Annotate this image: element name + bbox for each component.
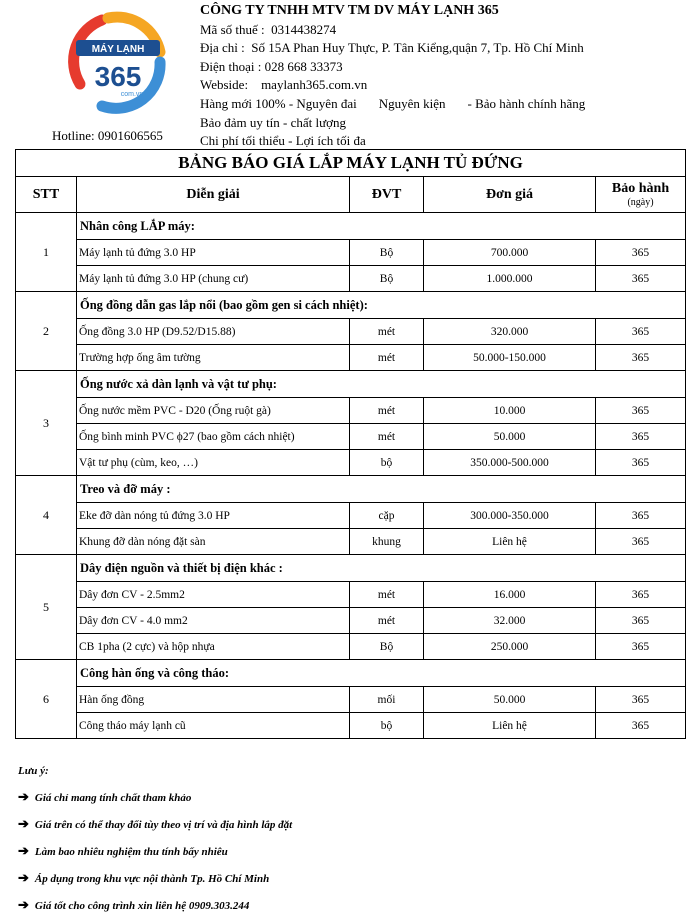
group-stt: 5 xyxy=(16,555,77,660)
header-stt: STT xyxy=(16,177,77,213)
item-unit: Bộ xyxy=(350,240,424,266)
item-warranty: 365 xyxy=(596,424,686,450)
table-row xyxy=(16,266,686,292)
logo-domain: com.vn xyxy=(120,91,144,98)
tagline-2: Bảo đảm uy tín - chất lượng xyxy=(200,114,347,130)
address-label: Địa chỉ xyxy=(200,40,238,56)
item-unit: mối xyxy=(350,687,424,713)
price-table xyxy=(15,149,686,739)
table-row xyxy=(16,634,686,660)
note-item xyxy=(18,811,292,838)
item-price: 16.000 xyxy=(424,582,596,608)
item-unit: Bộ xyxy=(350,634,424,660)
note-text: Làm bao nhiêu nghiệm thu tính bấy nhiêu xyxy=(34,846,228,858)
item-price: 350.000-500.000 xyxy=(424,450,596,476)
tax-label: Mã số thuế xyxy=(200,21,258,37)
item-warranty: 365 xyxy=(596,345,686,371)
group-stt: 6 xyxy=(16,660,77,739)
arrow-icon: ➔ xyxy=(18,789,29,804)
item-warranty: 365 xyxy=(596,634,686,660)
table-row xyxy=(16,713,686,739)
item-desc: Máy lạnh tủ đứng 3.0 HP xyxy=(77,240,350,266)
item-desc: Hàn ống đồng xyxy=(77,687,350,713)
table-row xyxy=(16,687,686,713)
item-price: Liên hệ xyxy=(424,713,596,739)
address-value: Số 15A Phan Huy Thực, P. Tân Kiểng,quận 7, Tp. Hồ Chí Minh xyxy=(251,40,584,56)
tagline-1-part-1: Hàng mới 100% - Nguyên đai xyxy=(200,95,357,111)
tagline-1-part-3: - Bảo hành chính hãng xyxy=(467,95,586,111)
group-heading: Dây điện nguồn và thiết bị điện khác : xyxy=(77,555,686,582)
item-warranty: 365 xyxy=(596,266,686,292)
item-warranty: 365 xyxy=(596,319,686,345)
item-price: 700.000 xyxy=(424,240,596,266)
item-price: 50.000 xyxy=(424,687,596,713)
item-price: 32.000 xyxy=(424,608,596,634)
item-warranty: 365 xyxy=(596,687,686,713)
group-heading: Ống nước xả dàn lạnh và vật tư phụ: xyxy=(77,371,686,398)
table-title: BẢNG BÁO GIÁ LẮP MÁY LẠNH TỦ ĐỨNG xyxy=(16,150,686,177)
table-row xyxy=(16,240,686,266)
note-text: Giá trên có thể thay đổi tùy theo vị trí và địa hình lắp đặt xyxy=(34,819,293,831)
table-row xyxy=(16,319,686,345)
item-price: 250.000 xyxy=(424,634,596,660)
note-text: Áp dụng trong khu vực nội thành Tp. Hồ Chí Minh xyxy=(34,873,270,885)
item-unit: Bộ xyxy=(350,266,424,292)
company-logo xyxy=(62,6,174,118)
group-heading: Công hàn ống và công tháo: xyxy=(77,660,686,687)
item-desc: Eke đỡ dàn nóng tủ đứng 3.0 HP xyxy=(77,503,350,529)
group-heading: Ống đồng dẫn gas lắp nổi (bao gồm gen si cách nhiệt): xyxy=(77,292,686,319)
tagline-1 xyxy=(200,95,690,114)
item-price: 50.000-150.000 xyxy=(424,345,596,371)
notes-list xyxy=(18,784,292,919)
table-row xyxy=(16,608,686,634)
item-warranty: 365 xyxy=(596,398,686,424)
group-heading-row xyxy=(16,555,686,582)
company-name: CÔNG TY TNHH MTV TM DV MÁY LẠNH 365 xyxy=(200,3,499,18)
arrow-icon: ➔ xyxy=(18,897,29,912)
item-desc: Ống đồng 3.0 HP (D9.52/D15.88) xyxy=(77,319,350,345)
note-item xyxy=(18,838,292,865)
item-price: 50.000 xyxy=(424,424,596,450)
note-text: Giá tốt cho công trình xin liên hệ 0909.303.244 xyxy=(34,900,250,912)
item-unit: mét xyxy=(350,345,424,371)
note-item xyxy=(18,784,292,811)
tagline-3: Chi phí tối thiểu - Lợi ích tối đa xyxy=(200,133,366,149)
website-link[interactable]: maylanh365.com.vn xyxy=(261,77,368,93)
item-unit: cặp xyxy=(350,503,424,529)
item-desc: CB 1pha (2 cực) và hộp nhựa xyxy=(77,634,350,660)
item-price: 320.000 xyxy=(424,319,596,345)
item-unit: bộ xyxy=(350,450,424,476)
tagline-1-part-2: Nguyên kiện xyxy=(378,95,446,111)
table-row xyxy=(16,503,686,529)
item-desc: Máy lạnh tủ đứng 3.0 HP (chung cư) xyxy=(77,266,350,292)
item-price: 1.000.000 xyxy=(424,266,596,292)
item-unit: khung xyxy=(350,529,424,555)
company-info xyxy=(200,2,690,151)
phone-label: Điện thoại xyxy=(200,58,255,74)
header-warranty-label: Bảo hành xyxy=(611,181,670,196)
item-warranty: 365 xyxy=(596,529,686,555)
logo-text: MÁY LẠNH xyxy=(91,44,145,55)
group-stt: 2 xyxy=(16,292,77,371)
item-price: Liên hệ xyxy=(424,529,596,555)
item-unit: bộ xyxy=(350,713,424,739)
item-warranty: 365 xyxy=(596,450,686,476)
group-heading: Nhân công LẮP máy: xyxy=(77,213,686,240)
item-price: 10.000 xyxy=(424,398,596,424)
header-price: Đơn giá xyxy=(424,177,596,213)
table-body xyxy=(16,213,686,739)
header-warranty xyxy=(596,177,686,213)
header-warranty-sub: (ngày) xyxy=(627,197,654,208)
item-desc: Ống bình minh PVC ϕ27 (bao gồm cách nhiệt) xyxy=(77,424,350,450)
arrow-icon: ➔ xyxy=(18,870,29,885)
item-warranty: 365 xyxy=(596,582,686,608)
header-desc: Diễn giải xyxy=(77,177,350,213)
notes-title: Lưu ý: xyxy=(18,765,49,777)
group-heading: Treo và đỡ máy : xyxy=(77,476,686,503)
arrow-icon: ➔ xyxy=(18,843,29,858)
table-row xyxy=(16,582,686,608)
item-unit: mét xyxy=(350,398,424,424)
hotline: Hotline: 0901606565 xyxy=(52,128,163,143)
item-desc: Dây đơn CV - 2.5mm2 xyxy=(77,582,350,608)
table-title-row xyxy=(16,150,686,177)
item-desc: Công tháo máy lạnh cũ xyxy=(77,713,350,739)
website-label: Webside: xyxy=(200,77,249,93)
table-row xyxy=(16,398,686,424)
group-heading-row xyxy=(16,213,686,240)
item-unit: mét xyxy=(350,319,424,345)
item-warranty: 365 xyxy=(596,713,686,739)
notes xyxy=(18,758,292,919)
tax-line: Mã số thuế : 0314438274 xyxy=(200,21,337,37)
phone-line: Điện thoại : 028 668 33373 xyxy=(200,58,343,74)
item-desc: Trường hợp ống âm tường xyxy=(77,345,350,371)
address-line: Địa chỉ : Số 15A Phan Huy Thực, P. Tân Kiểng,quận 7, Tp. Hồ Chí Minh xyxy=(200,40,584,56)
logo-number: 365 xyxy=(94,61,142,92)
group-stt: 3 xyxy=(16,371,77,476)
note-item xyxy=(18,865,292,892)
item-unit: mét xyxy=(350,582,424,608)
group-heading-row xyxy=(16,371,686,398)
item-warranty: 365 xyxy=(596,240,686,266)
note-text: Giá chỉ mang tính chất tham khảo xyxy=(34,792,192,804)
table-row xyxy=(16,450,686,476)
group-stt: 1 xyxy=(16,213,77,292)
item-warranty: 365 xyxy=(596,608,686,634)
item-warranty: 365 xyxy=(596,503,686,529)
header-unit: ĐVT xyxy=(350,177,424,213)
item-desc: Ống nước mềm PVC - D20 (Ống ruột gà) xyxy=(77,398,350,424)
item-desc: Dây đơn CV - 4.0 mm2 xyxy=(77,608,350,634)
item-unit: mét xyxy=(350,424,424,450)
arrow-icon: ➔ xyxy=(18,816,29,831)
group-heading-row xyxy=(16,660,686,687)
table-row xyxy=(16,424,686,450)
note-item xyxy=(18,892,292,919)
group-heading-row xyxy=(16,476,686,503)
group-heading-row xyxy=(16,292,686,319)
item-desc: Khung đỡ dàn nóng đặt sàn xyxy=(77,529,350,555)
group-stt: 4 xyxy=(16,476,77,555)
table-row xyxy=(16,345,686,371)
item-unit: mét xyxy=(350,608,424,634)
table-header-row xyxy=(16,177,686,213)
item-desc: Vật tư phụ (cùm, keo, …) xyxy=(77,450,350,476)
table-row xyxy=(16,529,686,555)
tax-value: 0314438274 xyxy=(271,21,337,37)
phone-value: 028 668 33373 xyxy=(264,58,343,74)
item-price: 300.000-350.000 xyxy=(424,503,596,529)
website-line xyxy=(200,76,690,95)
